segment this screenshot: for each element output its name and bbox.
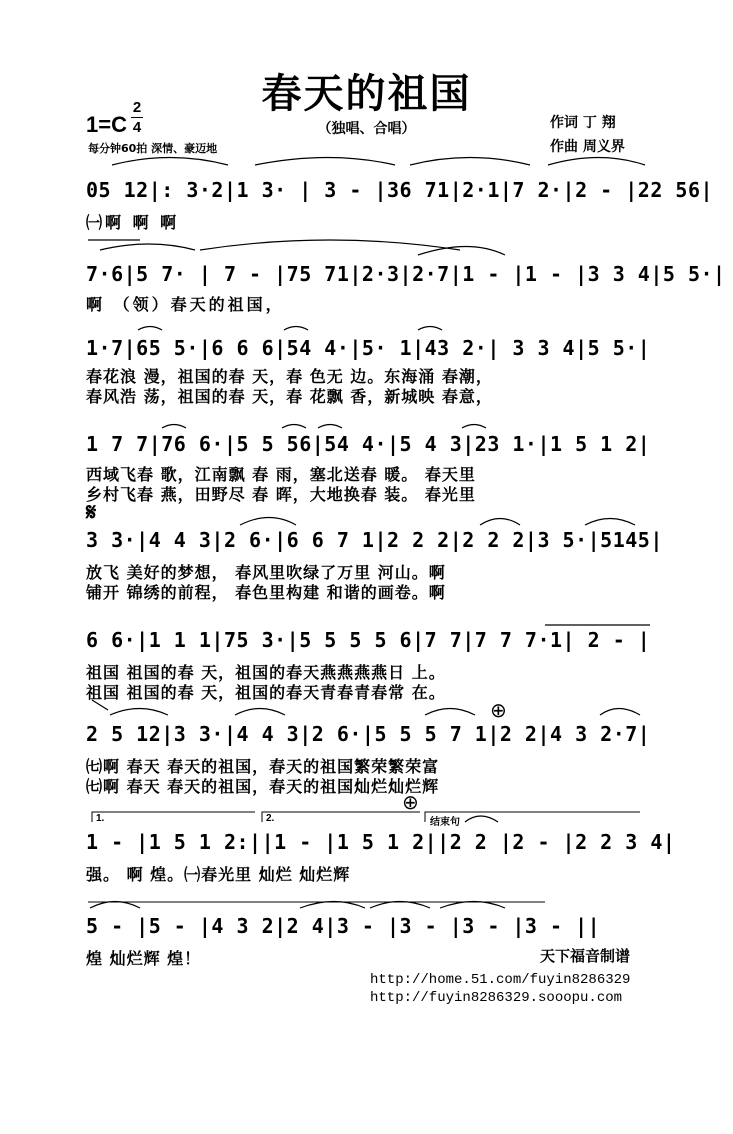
slur (462, 425, 486, 429)
score-row-9-notes: 5 - |5 - |4 3 2|2 4|3 - |3 - |3 - |3 - || (86, 914, 601, 938)
slur (418, 247, 505, 256)
slur (600, 709, 640, 716)
song-title: 春天的祖国 (261, 71, 472, 117)
score-row-5-lyrics-2: 铺开 锦绣的前程， 春色里构建 和谐的画卷。啊 (86, 583, 446, 602)
slur (110, 709, 168, 716)
tempo-marking: 每分钟60拍 深情、豪迈地 (88, 142, 218, 155)
score-row-5-notes: 3 3·|4 4 3|2 6·|6 6 7 1|2 2 2|2 2 2|3 5·|5145| (86, 528, 663, 552)
slur (425, 709, 475, 716)
score-row-1-notes: 05 12|: 3·2|1 3· | 3 - |36 71|2·1|7 2·|2 - |22 56| (86, 178, 714, 202)
slur (282, 425, 306, 429)
slur (410, 158, 530, 166)
score-row-7-lyrics-1: ㈦啊 春天 春天的祖国，春天的祖国繁荣繁荣富 (86, 757, 440, 776)
coda-sign: ⊕ (490, 698, 507, 722)
score-row-4-lyrics-1: 西域飞春 歌，江南飘 春 雨，塞北送春 暖。 春天里 (86, 465, 476, 484)
score-row-6-lyrics-1: 祖国 祖国的春 天，祖国的春天燕燕燕燕日 上。 (86, 663, 446, 682)
slur (418, 327, 442, 331)
slur (235, 709, 285, 716)
score-row-4-lyrics-2: 乡村飞春 燕，田野尽 春 晖，大地换春 装。 春光里 (86, 485, 476, 504)
time-signature-top: 2 (132, 99, 142, 116)
score-maker: 天下福音制谱 (540, 947, 631, 965)
score-row-3-lyrics-1: 春花浪 漫，祖国的春 天，春 色无 边。东海涌 春潮， (86, 367, 493, 386)
segno-sign: 𝄋 (86, 498, 97, 526)
score-row-1-lyrics: ㈠啊 啊 啊 (86, 213, 180, 232)
score-row-7-notes: 2 5 12|3 3·|4 4 3|2 6·|5 5 5 7 1|2 2|4 3 2·7| (86, 722, 651, 746)
slur (465, 816, 498, 822)
slur (200, 240, 460, 250)
score-row-2-lyrics: 啊 （领）春天的祖国， (86, 295, 285, 314)
source-url-1[interactable]: http://home.51.com/fuyin8286329 (370, 972, 631, 988)
lyricist-credit: 作词 丁 翔 (550, 115, 616, 131)
slur (548, 158, 645, 166)
volta-bracket-2 (262, 812, 420, 822)
volta-bracket-1 (92, 812, 255, 822)
time-signature-bottom: 4 (132, 119, 142, 136)
score-row-8-notes: 1 - |1 5 1 2:||1 - |1 5 1 2||2 2 |2 - |2 2 3 4| (86, 830, 676, 854)
score-row-3-notes: 1·7|65 5·|6 6 6|54 4·|5· 1|43 2·| 3 3 4|5 5·| (86, 336, 651, 360)
slur (480, 519, 520, 526)
source-url-2[interactable]: http://fuyin8286329.sooopu.com (370, 990, 623, 1006)
score-row-6-notes: 6 6·|1 1 1|75 3·|5 5 5 5 6|7 7|7 7 7·1| 2 - | (86, 628, 651, 652)
score-row-7-lyrics-2: ㈦啊 春天 春天的祖国，春天的祖国灿烂灿烂辉 (86, 777, 440, 796)
slur (318, 425, 342, 429)
slur (240, 518, 296, 526)
score-row-9-lyrics: 煌 灿烂辉 煌！ (86, 949, 202, 968)
volta-2-label: 2. (266, 813, 275, 824)
volta-1-label: 1. (96, 813, 105, 824)
score-row-3-lyrics-2: 春风浩 荡，祖国的春 天，春 花飘 香，新城映 春意， (86, 387, 493, 406)
score-row-6-lyrics-2: 祖国 祖国的春 天，祖国的春天青春青春常 在。 (86, 683, 446, 702)
score-row-5-lyrics-1: 放飞 美好的梦想， 春风里吹绿了万里 河山。啊 (86, 563, 446, 582)
ending-label: 结束句 (430, 817, 460, 828)
coda-sign-2: ⊕ (402, 790, 419, 814)
score-row-4-notes: 1 7 7|76 6·|5 5 56|54 4·|5 4 3|23 1·|1 5 1 2| (86, 432, 651, 456)
composer-credit: 作曲 周义界 (550, 139, 625, 155)
slur (162, 425, 186, 429)
slur (138, 327, 162, 331)
key-signature: 1=C (86, 112, 127, 137)
slur (284, 327, 308, 331)
score-row-2-notes: 7·6|5 7· | 7 - |75 71|2·3|2·7|1 - |1 - |3 3 4|5 5·| (86, 262, 726, 286)
slur (255, 158, 395, 166)
slur (100, 244, 195, 250)
slur (585, 519, 635, 526)
slur (112, 158, 228, 166)
song-subtitle: （独唱、合唱） (317, 121, 416, 137)
score-row-8-lyrics: 强。 啊 煌。㈠春光里 灿烂 灿烂辉 (86, 865, 351, 884)
